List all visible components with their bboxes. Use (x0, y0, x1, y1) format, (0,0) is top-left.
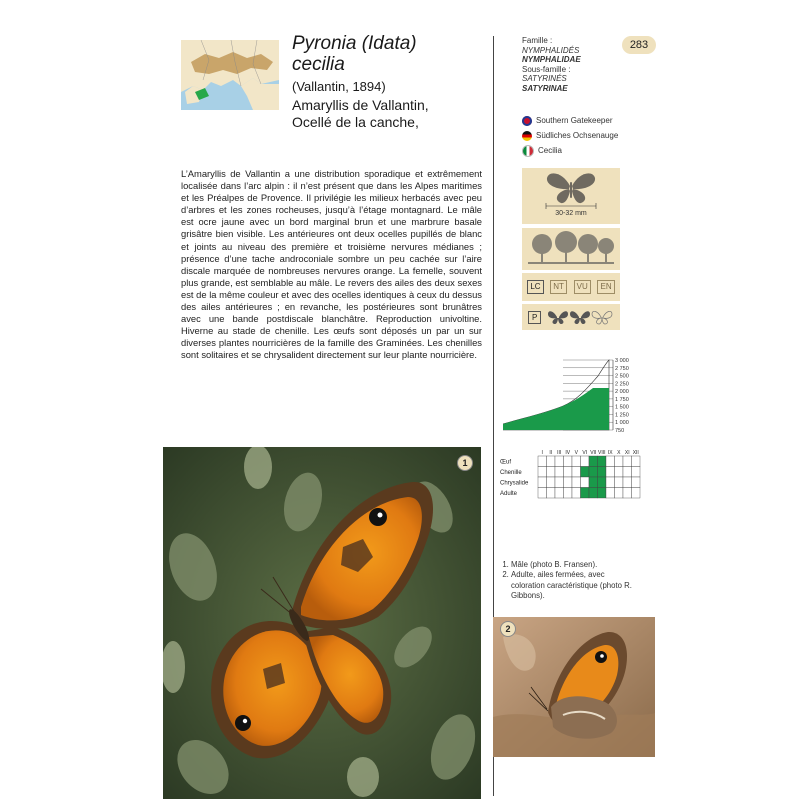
vernacular-row-en (522, 113, 618, 128)
phenology-cell (538, 456, 547, 467)
phenology-cell (615, 467, 624, 478)
stage-label: Adulte (500, 491, 518, 497)
species-scientific-name (292, 33, 482, 75)
species-author: (Vallantin, 1894) (292, 79, 386, 94)
family-latin: NYMPHALIDAE (522, 55, 581, 65)
photo-captions (500, 560, 640, 601)
altitude-label: 1 000 (615, 420, 629, 427)
month-label: IV (565, 450, 571, 456)
title-line-1: Pyronia (Idata) (292, 33, 417, 54)
subfamily-label: Sous-famille : (522, 64, 571, 74)
phenology-cell (555, 456, 564, 467)
phenology-cell (555, 488, 564, 499)
species-common-names (292, 97, 482, 131)
status-vu: VU (574, 280, 591, 294)
taxonomy-block (522, 36, 622, 94)
phenology-cell (547, 488, 556, 499)
month-label: VI (582, 450, 588, 456)
phenology-cell (572, 488, 581, 499)
family-french: NYMPHALIDÉS (522, 45, 580, 55)
altitude-label: 2 250 (615, 381, 629, 388)
photo-adult-wings-closed (493, 617, 655, 757)
wingspan-ruler (522, 202, 620, 210)
altitude-label: 2 000 (615, 389, 629, 396)
phenology-months (542, 450, 639, 456)
phenology-cell (572, 467, 581, 478)
altitude-label: 750 (615, 428, 625, 432)
vernacular-row-de (522, 128, 618, 143)
phenology-cell (547, 456, 556, 467)
phenology-cell (581, 488, 590, 499)
vernacular-name-it: Cecilia (538, 146, 563, 155)
habitat-box (522, 228, 620, 270)
family-label: Famille : (522, 36, 553, 45)
uk-flag-icon (522, 116, 532, 126)
phenology-cell (581, 477, 590, 488)
page-number: 283 (622, 36, 656, 54)
altitude-label: 2 500 (615, 373, 629, 380)
phenology-cell (564, 488, 573, 499)
phenology-cell (615, 488, 624, 499)
wingspan-value: 30-32 mm (555, 210, 587, 217)
phenology-cell (547, 467, 556, 478)
phenology-cell (581, 456, 590, 467)
phenology-cell (538, 467, 547, 478)
caption-1: 1. Mâle (photo B. Fransen). (511, 560, 640, 570)
sex-butterflies-icon (547, 309, 613, 325)
generation-label: P (528, 311, 541, 324)
phenology-cell (589, 456, 598, 467)
month-label: XI (624, 450, 630, 456)
phenology-cell (623, 477, 632, 488)
month-label: XII (632, 450, 639, 456)
phenology-cell (623, 456, 632, 467)
month-label: VII (590, 450, 597, 456)
phenology-cell (606, 477, 615, 488)
conservation-status-box (522, 273, 620, 301)
phenology-cell (555, 477, 564, 488)
phenology-cell (572, 456, 581, 467)
status-lc: LC (527, 280, 543, 294)
phenology-cell (547, 477, 556, 488)
altitude-labels (615, 358, 629, 432)
month-label: II (549, 450, 553, 456)
trees-habitat-icon (522, 228, 620, 270)
phenology-cell (581, 467, 590, 478)
phenology-rows (500, 456, 640, 498)
vernacular-name-en: Southern Gatekeeper (536, 116, 613, 125)
vernacular-names (522, 113, 618, 158)
phenology-cell (606, 467, 615, 478)
status-en: EN (597, 280, 614, 294)
phenology-cell (598, 488, 607, 499)
common-name-2: Ocellé de la canche, (292, 114, 419, 130)
phenology-cell (589, 488, 598, 499)
altitude-chart (503, 356, 639, 432)
photo-male-butterfly (163, 447, 481, 799)
phenology-cell (632, 477, 641, 488)
it-flag-icon (522, 145, 534, 157)
phenology-cell (538, 477, 547, 488)
phenology-cell (632, 456, 641, 467)
photo1-number-badge: 1 (457, 455, 473, 471)
vernacular-row-it (522, 143, 618, 158)
altitude-label: 3 000 (615, 358, 629, 364)
de-flag-icon (522, 131, 532, 141)
altitude-range-fill (503, 388, 609, 430)
phenology-cell (615, 477, 624, 488)
title-line-2: cecilia (292, 54, 345, 75)
altitude-label: 1 250 (615, 412, 629, 419)
month-label: III (557, 450, 562, 456)
month-label: I (541, 450, 543, 456)
stage-label: Chenille (500, 470, 522, 476)
phenology-cell (555, 467, 564, 478)
distribution-map (181, 40, 279, 110)
phenology-cell (598, 477, 607, 488)
phenology-cell (572, 477, 581, 488)
phenology-cell (564, 467, 573, 478)
phenology-cell (606, 488, 615, 499)
phenology-cell (589, 467, 598, 478)
month-label: V (574, 450, 578, 456)
vernacular-name-de: Südliches Ochsenauge (536, 131, 619, 140)
stage-label: Chrysalide (500, 480, 529, 487)
status-nt: NT (550, 280, 567, 294)
phenology-cell (598, 467, 607, 478)
species-description: L’Amaryllis de Vallantin a une distribution sporadique et extrêmement localisée dans l’arc alpin : il n’est présent que dans les Alpes maritimes et les Préalpes de Provence. Il privilégie les milieux herbacés avec peu d’arbres et les zones rocheuses, jusqu’à l’étage montagnard. Le mâle est ocre jaune avec un bord marginal brun et une marbrure basale grisâtre bien visible. Les antérieures ont deux ocelles pupillés de blanc et joints au niveau des première et troisième nervures médianes ; présence d’une tache androconiale sombre un peu cachée sur l’aire discale marquée de nombreuses nervures orange. La femelle, souvent plus grande, est semblable au mâle. Le revers des ailes des deux sexes est de la même couleur et avec des ocelles identiques à ceux du dessus des ailes antérieures ; en revanche, les postérieures sont brunâtres avec une bande postdiscale blanchâtre. Reproduction univoltine. Hiverne au stade de chenille. Les œufs sont déposés un par un sur diverses plantes nourricières de la famille des Graminées. Les chenilles sont solitaires et se chrysalident directement sur leur plante nourricière. (181, 168, 482, 361)
stage-label: Œuf (500, 459, 512, 466)
phenology-cell (564, 477, 573, 488)
month-label: VIII (597, 450, 606, 456)
subfamily-french: SATYRINÉS (522, 74, 567, 84)
phenology-cell (589, 477, 598, 488)
phenology-cell (538, 488, 547, 499)
generation-box (522, 304, 620, 330)
phenology-cell (632, 467, 641, 478)
altitude-label: 2 750 (615, 365, 629, 372)
caption-2: 2. Adulte, ailes fermées, avec coloration caractéristique (photo R. Gibbons). (511, 570, 640, 601)
subfamily-latin: SATYRINAE (522, 83, 568, 93)
phenology-cell (615, 456, 624, 467)
phenology-cell (623, 488, 632, 499)
phenology-cell (632, 488, 641, 499)
photo2-number-badge: 2 (500, 621, 516, 637)
altitude-label: 1 750 (615, 396, 629, 403)
phenology-cell (606, 456, 615, 467)
phenology-cell (564, 456, 573, 467)
common-name-1: Amaryllis de Vallantin, (292, 97, 429, 113)
phenology-chart (500, 448, 650, 500)
phenology-cell (623, 467, 632, 478)
altitude-label: 1 500 (615, 404, 629, 411)
month-label: IX (607, 450, 613, 456)
month-label: X (617, 450, 621, 456)
phenology-cell (598, 456, 607, 467)
